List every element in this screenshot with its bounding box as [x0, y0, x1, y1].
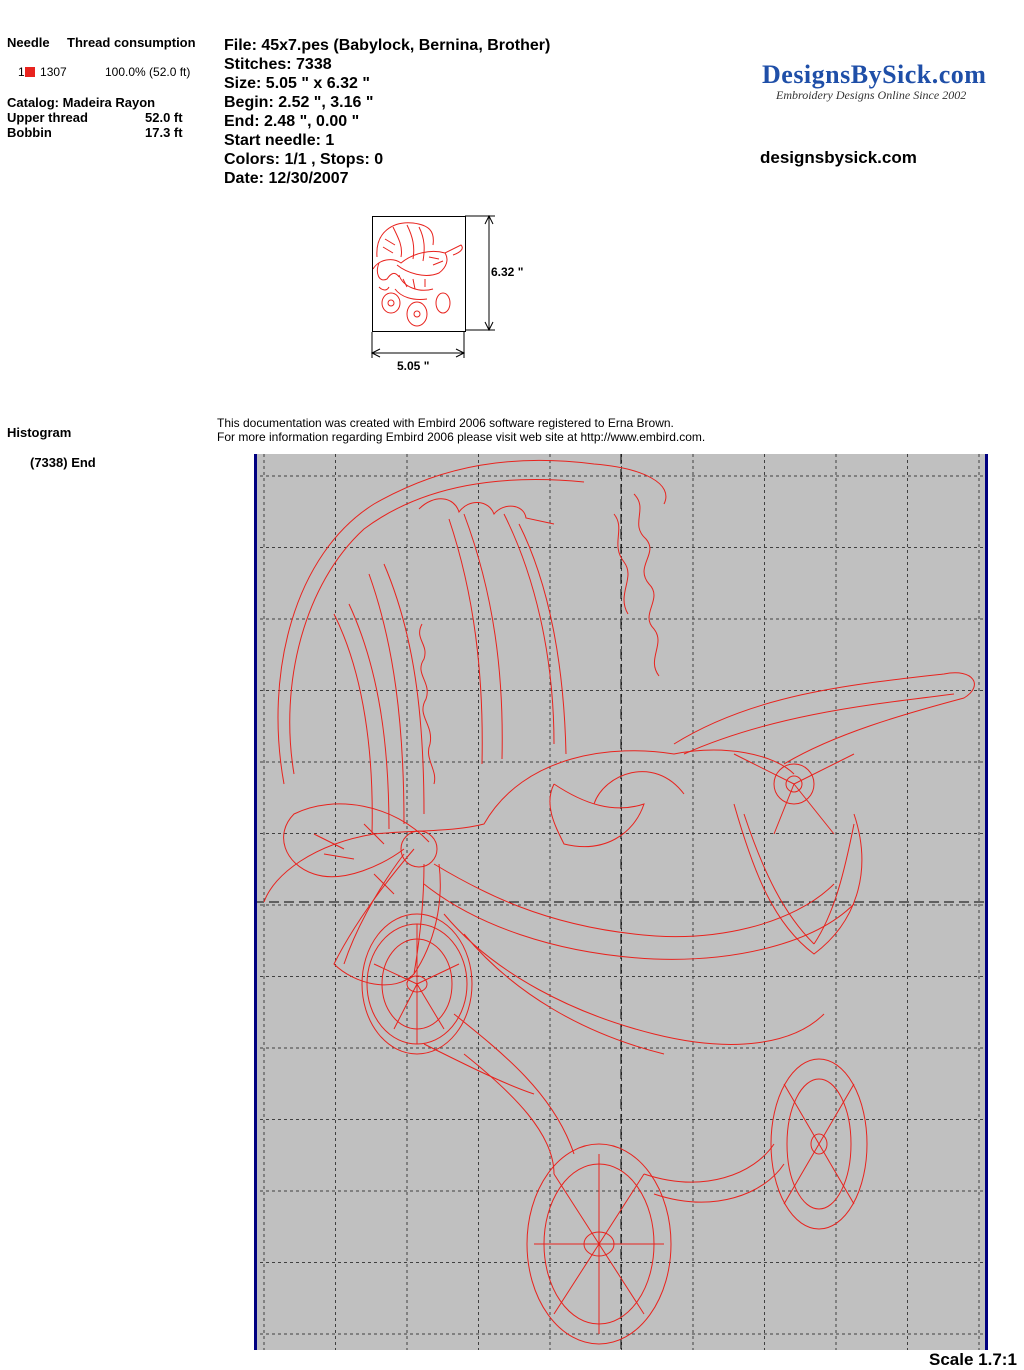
embroidery-preview	[254, 454, 988, 1350]
upper-thread-label: Upper thread	[7, 110, 88, 125]
brand-logo: DesignsBySick.com	[762, 60, 987, 89]
thread-percent: 100.0% (52.0 ft)	[105, 65, 191, 79]
thread-consumption-header: Thread consumption	[67, 35, 196, 50]
begin-position: Begin: 2.52 ", 3.16 "	[224, 94, 374, 111]
scale-label: Scale 1.7:1	[929, 1350, 1017, 1369]
histogram-title: Histogram	[7, 425, 72, 440]
thread-color-swatch	[25, 67, 35, 77]
needle-header: Needle	[7, 35, 50, 50]
file-name: File: 45x7.pes (Babylock, Bernina, Brother)	[224, 37, 551, 54]
file-info	[224, 36, 550, 188]
height-dimension-label: 6.32 "	[491, 265, 524, 279]
thread-color-code: 1307	[40, 65, 67, 79]
histogram-entry: (7338) End	[30, 455, 96, 470]
upper-thread-value: 52.0 ft	[145, 110, 183, 125]
bobbin-label: Bobbin	[7, 125, 52, 140]
design-date: Date: 12/30/2007	[224, 170, 349, 187]
colors-stops: Colors: 1/1 , Stops: 0	[224, 151, 384, 168]
end-position: End: 2.48 ", 0.00 "	[224, 113, 360, 130]
thread-row	[18, 65, 67, 79]
width-dimension-label: 5.05 "	[397, 359, 430, 373]
brand-tagline: Embroidery Designs Online Since 2002	[776, 88, 967, 102]
catalog-label: Catalog: Madeira Rayon	[7, 95, 156, 110]
documentation-line-2: For more information regarding Embird 2006 please visit web site at http://www.embird.com.	[217, 430, 706, 444]
needle-number: 1	[18, 65, 25, 79]
design-size: Size: 5.05 " x 6.32 "	[224, 75, 370, 92]
documentation-line-1: This documentation was created with Embird 2006 software registered to Erna Brown.	[217, 416, 674, 430]
start-needle: Start needle: 1	[224, 132, 335, 149]
website-text: designsbysick.com	[760, 148, 917, 167]
thumbnail-dimensions	[360, 210, 550, 380]
embroidery-preview-canvas	[254, 454, 988, 1350]
bobbin-value: 17.3 ft	[145, 125, 183, 140]
stitch-count: Stitches: 7338	[224, 56, 332, 73]
